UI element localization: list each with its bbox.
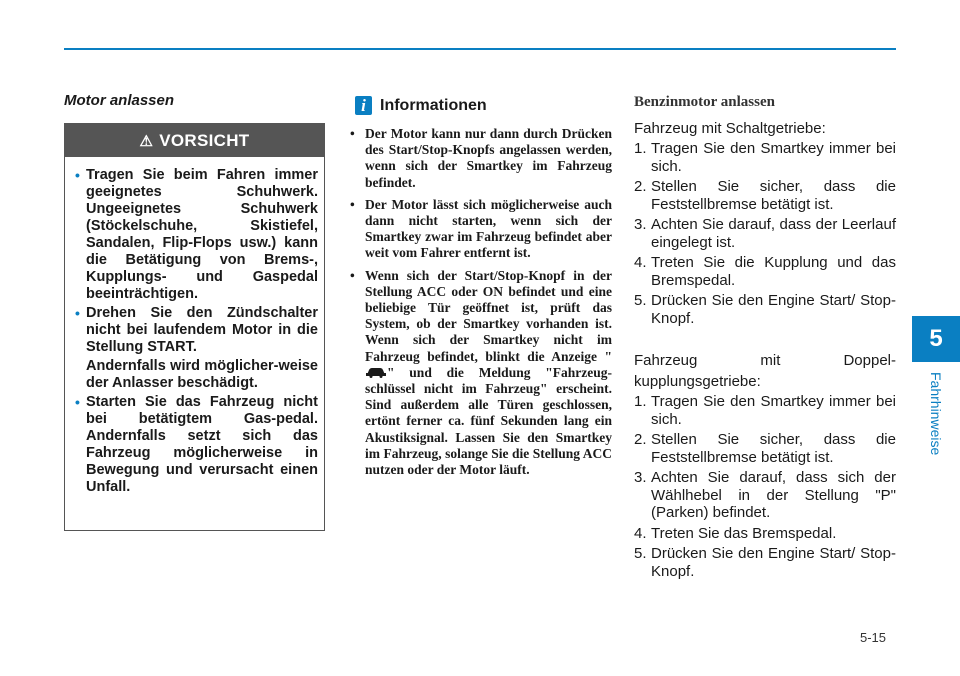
warning-item-text: Tragen Sie beim Fahren immer geeignetes Schuhwerk. Ungeeignetes Schuhwerk (Stöckelschuhe, Skistiefel, Sandalen, Flip-Flops usw.) kann die Betätigung von Brems-, Kupplungs- und Gaspedal beeinträchtigen. — [86, 167, 318, 302]
manual-step: 3. Achten Sie darauf, dass der Leerlauf eingelegt ist. — [634, 216, 896, 251]
page-number: 5-15 — [860, 630, 887, 645]
info-item-text: Der Motor lässt sich möglicherweise auch dann nicht starten, wenn sich der Smartkey zwar im Fahrzeug befindet aber weit vom Fahrer entfernt ist. — [365, 196, 612, 261]
warning-item-text: Starten Sie das Fahrzeug nicht bei betätigtem Gas-pedal. Andernfalls setzt sich das Fahrzeug möglicherweise in Bewegung und verursacht einen Unfall. — [86, 394, 318, 495]
dct-label-line2: kupplungsgetriebe: — [634, 372, 761, 390]
info-heading — [355, 96, 487, 115]
warning-box — [64, 123, 325, 531]
dct-label-line1: Fahrzeug mit Doppel- — [634, 352, 896, 369]
info-item — [347, 268, 612, 479]
dct-step: 4. Treten Sie das Bremspedal. — [634, 524, 837, 542]
dct-step: 3. Achten Sie darauf, dass sich der Wählhebel in der Stellung "P" (Parken) befindet. — [634, 469, 896, 521]
warning-item — [75, 305, 318, 356]
dct-step: 1. Tragen Sie den Smartkey immer bei sich. — [634, 393, 896, 428]
chapter-number: 5 — [929, 325, 943, 352]
manual-label: Fahrzeug mit Schaltgetriebe: — [634, 119, 826, 137]
info-item — [347, 126, 612, 191]
warning-item — [75, 167, 318, 303]
dct-step: 2. Stellen Sie sicher, dass die Feststellbremse betätigt ist. — [634, 431, 896, 466]
info-text-before: Wenn sich der Start/Stop-Knopf in der Stellung ACC oder ON befindet und eine beliebige Tür geöffnet ist, prüft das System, ob der Smartkey vorhanden ist. Wenn sich der Smartkey nicht im Fahrzeug befindet, blinkt die Anzeige " — [365, 267, 612, 364]
bullet-icon: • — [350, 196, 355, 212]
info-item — [347, 197, 612, 262]
warning-header — [65, 124, 324, 157]
warning-triangle-icon: ⚠ — [139, 132, 154, 150]
warning-title: VORSICHT — [159, 130, 250, 150]
info-item-text — [365, 268, 612, 479]
warning-sub-note: Andernfalls wird möglicher-weise der Anlasser beschädigt. — [86, 358, 318, 391]
car-key-icon — [365, 366, 387, 378]
top-rule — [64, 48, 896, 50]
bullet-icon: • — [350, 267, 355, 283]
manual-step: 4. Treten Sie die Kupplung und das Bremspedal. — [634, 254, 896, 289]
manual-step: 2. Stellen Sie sicher, dass die Feststellbremse betätigt ist. — [634, 178, 896, 213]
chapter-label: Fahrhinweise — [928, 372, 944, 456]
petrol-start-column — [634, 94, 896, 583]
bullet-icon: • — [75, 394, 80, 410]
section-heading: Motor anlassen — [64, 92, 175, 109]
warning-item-text: Drehen Sie den Zündschalter nicht bei laufendem Motor in die Stellung START. — [86, 305, 318, 355]
info-item-text: Der Motor kann nur dann durch Drücken des Start/Stop-Knopfs angelassen werden, wenn sich der Smartkey im Fahrzeug befindet. — [365, 126, 612, 190]
bullet-icon: • — [350, 126, 355, 141]
warning-body — [65, 157, 324, 496]
dct-step: 5. Drücken Sie den Engine Start/ Stop-Knopf. — [634, 545, 896, 580]
bullet-icon: • — [75, 167, 80, 183]
chapter-tab — [912, 316, 960, 362]
bullet-icon: • — [75, 305, 80, 321]
info-list — [347, 126, 612, 484]
info-text-after: " und die Meldung "Fahrzeug-schlüssel nicht im Fahrzeug" erscheint. Sind außerdem alle Türen geschlossen, ertönt ferner ca. fünf Sekunden lang ein Akustiksignal. Lassen Sie den Smartkey im Fahrzeug, solange Sie die Stellung ACC nutzen oder der Motor läuft. — [365, 364, 612, 478]
info-icon: i — [355, 96, 372, 115]
manual-step: 1. Tragen Sie den Smartkey immer bei sich. — [634, 140, 896, 175]
petrol-heading: Benzinmotor anlassen — [634, 94, 775, 110]
info-title: Informationen — [380, 96, 487, 114]
manual-step: 5. Drücken Sie den Engine Start/ Stop-Knopf. — [634, 292, 896, 327]
warning-item — [75, 394, 318, 496]
